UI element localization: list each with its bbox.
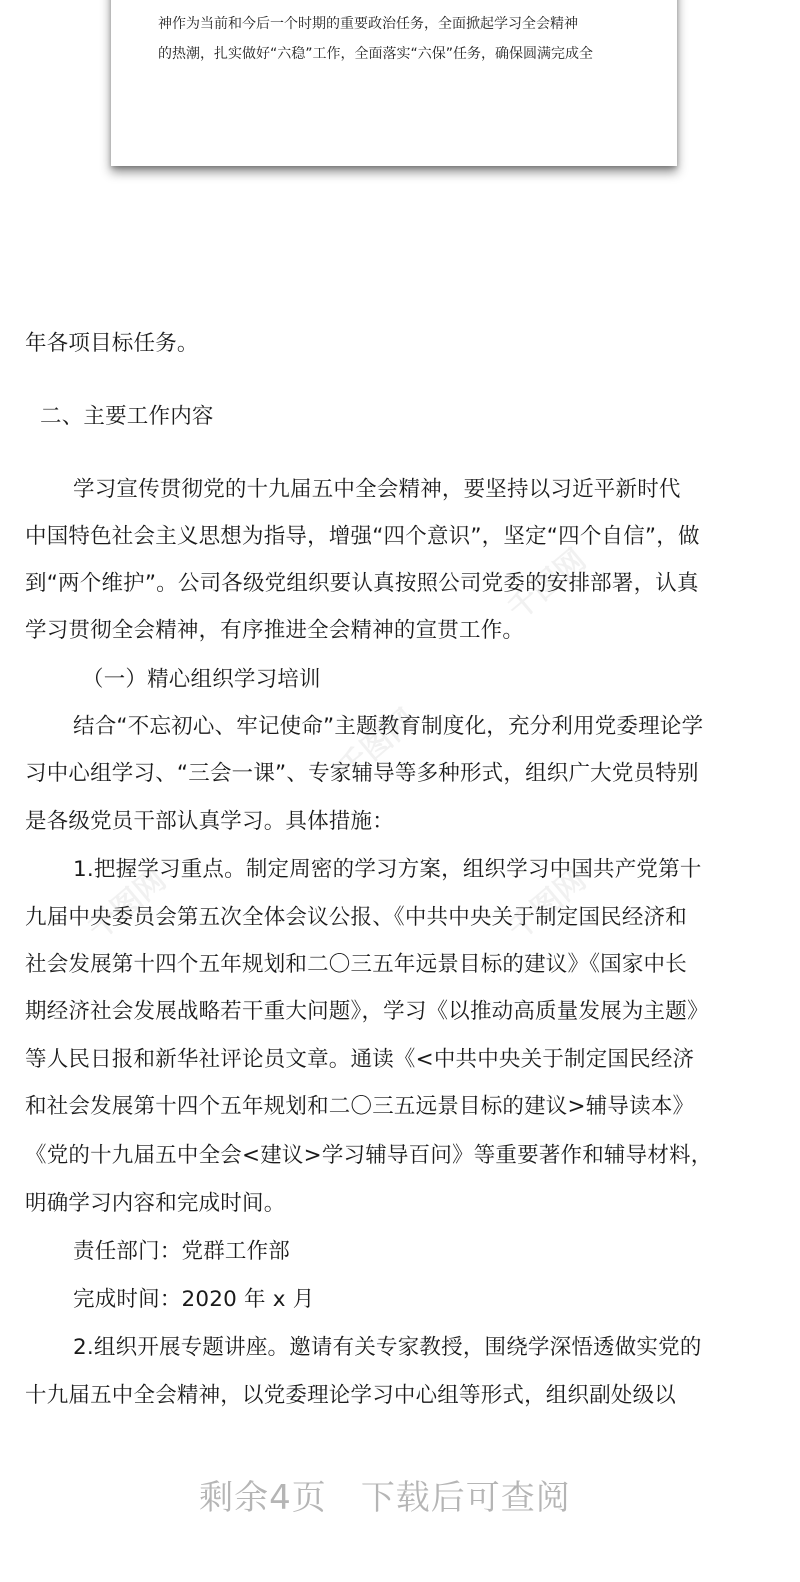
preview-line: 的热潮，扎实做好“六稳”工作，全面落实“六保”任务，确保圆满完成全 [158,46,594,62]
download-prompt[interactable] [0,1470,770,1519]
paragraph-line: 学习贯彻全会精神，有序推进全会精神的宣贯工作。 [25,618,525,643]
document-preview-card [111,0,677,166]
paragraph-line: 期经济社会发展战略若干重大问题》，学习《以推动高质量发展为主题》 [25,999,709,1024]
paragraph-line: 1.把握学习重点。制定周密的学习方案，组织学习中国共产党第十 [73,857,702,882]
watermark: 千图网 [501,862,593,948]
section-heading: 二、主要工作内容 [40,404,214,429]
paragraph-line: 等人民日报和新华社评论员文章。通读《<中共中央关于制定国民经济 [25,1047,695,1072]
download-hint-label: 下载后可查阅 [360,1478,571,1518]
paragraph-line: 和社会发展第十四个五年规划和二〇三五远景目标的建议>辅导读本》 [25,1094,695,1119]
paragraph-line: 习中心组学习、“三会一课”、专家辅导等多种形式，组织广大党员特别 [25,761,699,786]
completion-time: 完成时间：2020 年 x 月 [73,1287,315,1312]
paragraph-line: 学习宣传贯彻党的十九届五中全会精神，要坚持以习近平新时代 [73,477,681,502]
watermark: 千图网 [331,702,423,788]
responsible-department: 责任部门：党群工作部 [73,1239,291,1264]
paragraph-line: 是各级党员干部认真学习。具体措施： [25,809,394,834]
watermark: 千图网 [501,542,593,628]
paragraph-line: 九届中央委员会第五次全体会议公报、《中共中央关于制定国民经济和 [25,905,687,930]
paragraph-line: 到“两个维护”。公司各级党组织要认真按照公司党委的安排部署，认真 [25,571,699,596]
paragraph-line: 明确学习内容和完成时间。 [25,1191,286,1216]
paragraph-line: 年各项目标任务。 [25,331,199,356]
watermark: 千图网 [81,862,173,948]
subsection-heading: （一）精心组织学习培训 [82,667,321,692]
paragraph-line: 社会发展第十四个五年规划和二〇三五年远景目标的建议》《国家中长 [25,952,687,977]
preview-line: 神作为当前和今后一个时期的重要政治任务，全面掀起学习全会精神 [158,16,578,32]
paragraph-line: 十九届五中全会精神，以党委理论学习中心组等形式，组织副处级以 [25,1383,677,1408]
paragraph-line: 结合“不忘初心、牢记使命”主题教育制度化，充分利用党委理论学 [73,714,704,739]
paragraph-line: 中国特色社会主义思想为指导，增强“四个意识”，坚定“四个自信”，做 [25,524,700,549]
remaining-pages-label: 剩余4页 [199,1478,327,1518]
paragraph-line: 2.组织开展专题讲座。邀请有关专家教授，围绕学深悟透做实党的 [73,1335,702,1360]
paragraph-line: 《党的十九届五中全会<建议>学习辅导百问》等重要著作和辅导材料， [25,1143,713,1168]
